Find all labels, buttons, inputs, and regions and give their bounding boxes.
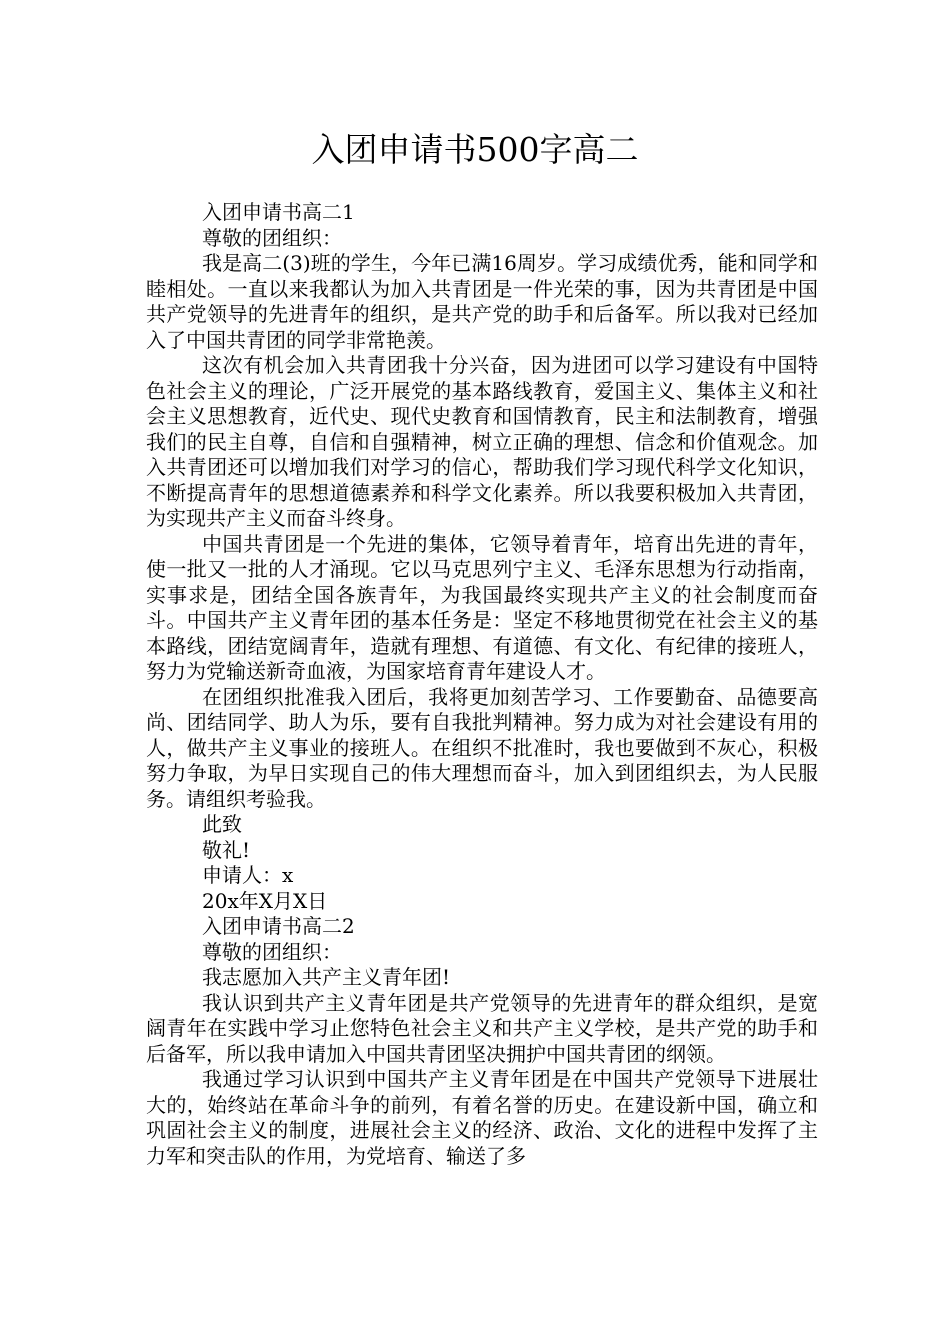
paragraph: 在团组织批准我入团后，我将更加刻苦学习、工作要勤奋、品德要高尚、团结同学、助人为乐，要有自我批判精神。努力成为对社会建设有用的人，做共产主义事业的接班人。在组织不批准时，我也要做到不灰心，积极努力争取，为早日实现自己的伟大理想而奋斗，加入到团组织去，为人民服务。请组织考验我。	[146, 684, 818, 811]
statement-line: 我志愿加入共产主义青年团!	[202, 965, 451, 989]
paragraph: 中国共青团是一个先进的集体，它领导着青年，培育出先进的青年，使一批又一批的人才涌现。它以马克思列宁主义、毛泽东思想为行动指南，实事求是，团结全国各族青年，为我国最终实现共产主义的社会制度而奋斗。中国共产主义青年团的基本任务是：坚定不移地贯彻党在社会主义的基本路线，团结宽阔青年，造就有理想、有道德、有文化、有纪律的接班人，努力为党输送新奇血液，为国家培育青年建设人才。	[146, 531, 818, 683]
paragraph: 我是高二(3)班的学生，今年已满16周岁。学习成绩优秀，能和同学和睦相处。一直以来我都认为加入共青团是一件光荣的事，因为共青团是中国共产党领导的先进青年的组织，是共产党的助手和后备军。所以我对已经加入了中国共青团的同学非常艳羡。	[146, 251, 818, 352]
section-heading-1: 入团申请书高二1	[202, 200, 355, 224]
salutation-2: 尊敬的团组织：	[202, 939, 342, 964]
closing-salute: 敬礼!	[202, 837, 251, 862]
paragraph: 这次有机会加入共青团我十分兴奋，因为进团可以学习建设有中国特色社会主义的理论，广泛开展党的基本路线教育，爱国主义、集体主义和社会主义思想教育，近代史、现代史教育和国情教育，民主和法制教育，增强我们的民主自尊，自信和自强精神，树立正确的理想、信念和价值观念。加入共青团还可以增加我们对学习的信心，帮助我们学习现代科学文化知识，不断提高青年的思想道德素养和科学文化素养。所以我要积极加入共青团，为实现共产主义而奋斗终身。	[146, 353, 818, 530]
salutation-1: 尊敬的团组织：	[202, 225, 342, 250]
document-body	[146, 200, 818, 1169]
paragraph: 我通过学习认识到中国共产主义青年团是在中国共产党领导下进展壮大的，始终站在革命斗争的前列，有着名誉的历史。在建设新中国，确立和巩固社会主义的制度，进展社会主义的经济、政治、文化的进程中发挥了主力军和突击队的作用，为党培育、输送了多	[146, 1067, 818, 1168]
section-heading-2: 入团申请书高二2	[202, 914, 355, 938]
document-title: 入团申请书500字高二	[311, 130, 639, 169]
closing-line: 此致	[202, 812, 242, 836]
paragraph: 我认识到共产主义青年团是共产党领导的先进青年的群众组织，是宽阔青年在实践中学习止您特色社会主义和共产主义学校，是共产党的助手和后备军，所以我申请加入中国共青团坚决拥护中国共青团的纲领。	[146, 990, 818, 1066]
date-line: 20x年X月X日	[202, 888, 328, 913]
applicant-line: 申请人：x	[202, 863, 294, 887]
